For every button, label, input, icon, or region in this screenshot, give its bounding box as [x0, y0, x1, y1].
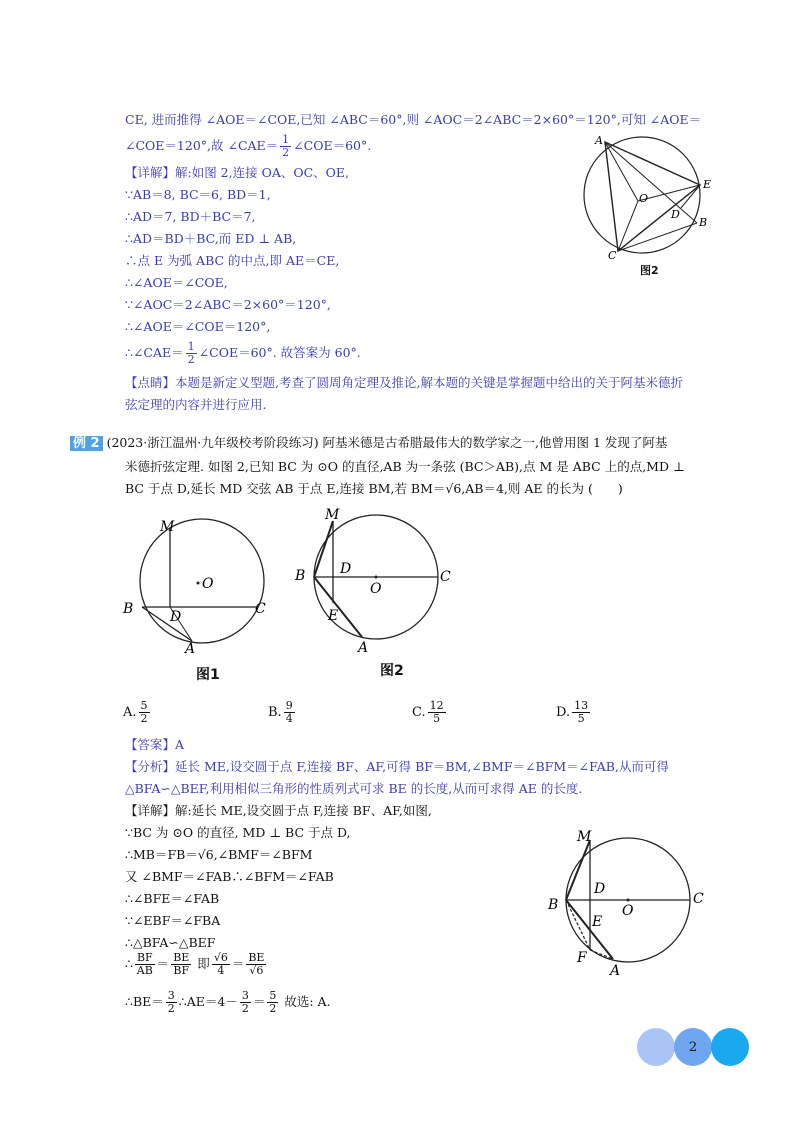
choice-b[interactable]: B. $\frac{9}{4}$ — [268, 699, 293, 725]
detail2-final: ∴BE＝ $\frac{3}{2}$ ∴AE＝4－ $\frac{3}{2}$ ＝ $\frac{5}{2}$ 故选: A. — [125, 989, 331, 1015]
example2-line-3: BC 于点 D,延长 MD 交弦 AB 于点 E,连接 BM,若 BM＝√6,AB＝4,则 AE 的长为 ( ) — [125, 481, 623, 496]
svg-text:A: A — [595, 134, 603, 147]
svg-text:A: A — [185, 641, 196, 655]
figure-caption-1: 图1 — [196, 667, 220, 683]
fraction-half: $\frac{1}{2}$ — [282, 133, 290, 159]
detail1-step: ∵AB＝8, BC＝6, BD＝1, — [125, 187, 271, 202]
choice-c[interactable]: C. $\frac{12}{5}$ — [412, 699, 444, 725]
svg-text:D: D — [671, 208, 680, 221]
svg-text:C: C — [440, 569, 451, 585]
figure-2 — [290, 505, 465, 655]
svg-text:D: D — [340, 561, 352, 577]
detail2-step: ∴MB＝FB＝√6,∠BMF＝∠BFM — [125, 847, 313, 862]
svg-text:E: E — [592, 914, 603, 930]
svg-text:B: B — [295, 568, 306, 584]
svg-text:A: A — [610, 963, 621, 979]
answer: 【答案】A — [125, 737, 185, 752]
svg-text:O: O — [370, 581, 382, 597]
figure-bottom-right — [540, 825, 715, 985]
detail1-step: ∵∠AOC＝2∠ABC＝2×60°＝120°, — [125, 297, 331, 312]
svg-text:C: C — [693, 891, 704, 907]
svg-text:E: E — [703, 178, 712, 191]
svg-text:C: C — [608, 249, 617, 262]
figure-caption-top-right: 图2 — [640, 264, 659, 277]
svg-text:F: F — [577, 950, 587, 966]
svg-text:C: C — [255, 601, 266, 617]
detail1-head: 【详解】解:如图 2,连接 OA、OC、OE, — [125, 165, 350, 180]
detail1-step: ∴∠AOE＝∠COE, — [125, 275, 228, 290]
example2-line-1 — [70, 435, 667, 452]
intro-line-1: CE, 进而推得 ∠AOE＝∠COE,已知 ∠ABC＝60°,则 ∠AOC＝2∠ABC＝2×60°＝120°,可知 ∠AOE＝ — [125, 112, 702, 127]
svg-text:D: D — [594, 881, 606, 897]
svg-text:E: E — [328, 608, 339, 624]
detail2-step: ∵∠EBF＝∠FBA — [125, 913, 221, 928]
choice-d[interactable]: D. $\frac{13}{5}$ — [556, 699, 589, 725]
svg-text:O: O — [639, 192, 649, 205]
svg-text:B: B — [548, 897, 559, 913]
detail1-step: ∴∠AOE＝∠COE＝120°, — [125, 319, 271, 334]
intro-line-2-post: ∠COE＝60°. — [293, 138, 372, 153]
fraction-half: $\frac{1}{2}$ — [187, 340, 195, 366]
detail2-step: 又 ∠BMF＝∠FAB∴∠BFM＝∠FAB — [125, 869, 334, 884]
page-number: 2 — [674, 1028, 712, 1066]
analysis-line-2: △BFA∽△BEF,利用相似三角形的性质列式可求 BE 的长度,从而可求得 AE 的长度. — [125, 781, 583, 796]
page-circle-light — [637, 1028, 675, 1066]
detail2-step: ∵BC 为 ⊙O 的直径, MD ⊥ BC 于点 D, — [125, 825, 351, 840]
detail2-step: ∴∠BFE＝∠FAB — [125, 891, 220, 906]
analysis-line-1: 【分析】延长 ME,设交圆于点 F,连接 BF、AF,可得 BF＝BM,∠BMF＝∠BFM＝∠FAB,从而可得 — [125, 759, 669, 774]
intro-line-2-pre: ∠COE＝120°,故 ∠CAE＝ — [125, 138, 279, 153]
example-tag: 例 2 — [70, 436, 103, 451]
svg-text:A: A — [358, 640, 369, 655]
comment1-line-1: 【点睛】本题是新定义型题,考查了圆周角定理及推论,解本题的关键是掌握题中给出的关于阿基米德折 — [125, 375, 683, 390]
detail2-step: ∴△BFA∽△BEF — [125, 935, 216, 950]
detail2-ratio: ∴ $\frac{BF}{AB}$ ＝ $\frac{BE}{BF}$ 即 $\frac{√6}{4}$ ＝ $\frac{BE}{√6}$ — [125, 951, 265, 977]
svg-text:D: D — [170, 609, 182, 625]
svg-text:B: B — [699, 216, 708, 229]
detail2-head: 【详解】解:延长 ME,设交圆于点 F,连接 BF、AF,如图, — [125, 803, 432, 818]
detail1-step: ∴AD＝BD＋BC,而 ED ⊥ AB, — [125, 231, 297, 246]
detail1-step: ∴AD＝7, BD＋BC＝7, — [125, 209, 256, 224]
choice-a[interactable]: A. $\frac{5}{2}$ — [123, 699, 148, 725]
svg-text:B: B — [123, 601, 134, 617]
page-circle-dark — [711, 1028, 749, 1066]
figure-top-right — [575, 128, 725, 278]
detail1-final-pre: ∴∠CAE＝ — [125, 345, 184, 360]
example2-line-2: 米德折弦定理. 如图 2,已知 BC 为 ⊙O 的直径,AB 为一条弦 (BC＞AB),点 M 是 ABC 上的点,MD ⊥ — [125, 459, 685, 474]
detail1-final — [125, 341, 361, 366]
figure-1 — [115, 515, 290, 655]
svg-text:M: M — [160, 519, 175, 535]
detail1-final-post: ∠COE＝60°. 故答案为 60°. — [198, 345, 361, 360]
example2-line-1-text: (2023·浙江温州·九年级校考阶段练习) 阿基米德是古希腊最伟大的数学家之一,他曾用图 1 发现了阿基 — [106, 435, 668, 450]
svg-text:M: M — [325, 507, 340, 523]
comment1-line-2: 弦定理的内容并进行应用. — [125, 397, 267, 412]
figure-caption-2: 图2 — [380, 663, 404, 679]
svg-text:O: O — [202, 576, 214, 592]
detail1-step: ∴点 E 为弧 ABC 的中点,即 AE＝CE, — [125, 253, 340, 268]
intro-line-2 — [125, 134, 371, 159]
svg-text:O: O — [622, 903, 634, 919]
svg-text:M: M — [577, 829, 592, 845]
